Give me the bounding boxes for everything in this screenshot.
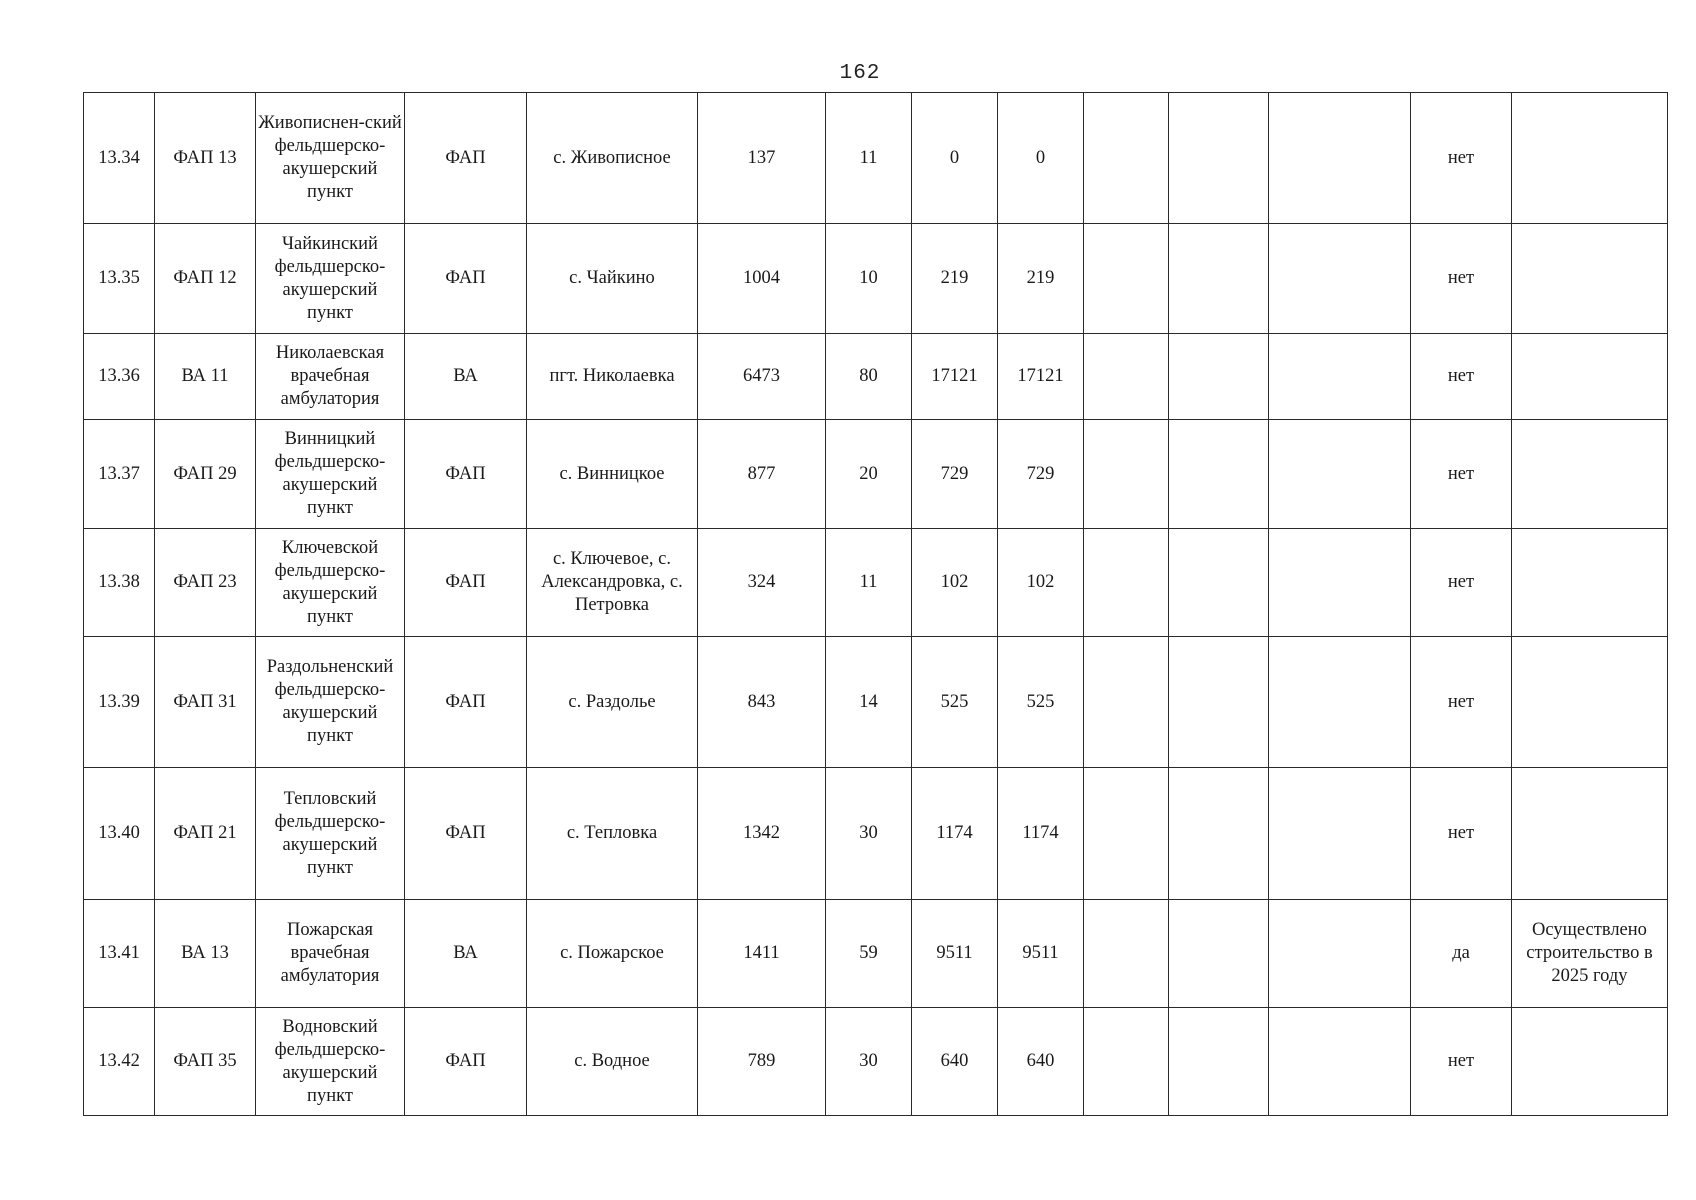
cell-value-2: 59 [826, 900, 912, 1008]
cell-note [1512, 334, 1668, 420]
cell-value-2: 30 [826, 768, 912, 900]
cell-value-3: 219 [912, 224, 998, 334]
cell-facility-name: Тепловский фельдшерско-акушерский пункт [256, 768, 405, 900]
cell-code: ФАП 21 [155, 768, 256, 900]
page-number: 162 [839, 62, 881, 85]
cell-value-2: 30 [826, 1008, 912, 1116]
cell-value-1: 137 [698, 93, 826, 224]
cell-flag: нет [1411, 637, 1512, 768]
cell-number: 13.34 [84, 93, 155, 224]
table-row [84, 1008, 1668, 1116]
table-row [84, 334, 1668, 420]
cell-value-6 [1169, 768, 1269, 900]
cell-value-7 [1269, 900, 1411, 1008]
cell-value-7 [1269, 768, 1411, 900]
cell-value-5 [1084, 637, 1169, 768]
cell-value-1: 789 [698, 1008, 826, 1116]
cell-code: ФАП 31 [155, 637, 256, 768]
cell-value-4: 0 [998, 93, 1084, 224]
table-row [84, 900, 1668, 1008]
cell-number: 13.37 [84, 420, 155, 529]
cell-flag: нет [1411, 529, 1512, 637]
cell-value-3: 0 [912, 93, 998, 224]
cell-facility-name: Раздольненский фельдшерско-акушерский пункт [256, 637, 405, 768]
cell-value-4: 640 [998, 1008, 1084, 1116]
cell-facility-type: ФАП [405, 768, 527, 900]
cell-facility-type: ВА [405, 900, 527, 1008]
cell-facility-name: Пожарская врачебная амбулатория [256, 900, 405, 1008]
cell-flag: да [1411, 900, 1512, 1008]
cell-code: ФАП 13 [155, 93, 256, 224]
cell-number: 13.41 [84, 900, 155, 1008]
cell-locality: с. Пожарское [527, 900, 698, 1008]
cell-value-6 [1169, 224, 1269, 334]
cell-flag: нет [1411, 1008, 1512, 1116]
cell-number: 13.35 [84, 224, 155, 334]
cell-note [1512, 224, 1668, 334]
cell-flag: нет [1411, 768, 1512, 900]
cell-value-7 [1269, 334, 1411, 420]
cell-facility-name: Винницкий фельдшерско-акушерский пункт [256, 420, 405, 529]
cell-value-2: 20 [826, 420, 912, 529]
cell-value-2: 80 [826, 334, 912, 420]
cell-code: ВА 13 [155, 900, 256, 1008]
cell-value-6 [1169, 900, 1269, 1008]
cell-facility-name: Чайкинский фельдшерско-акушерский пункт [256, 224, 405, 334]
cell-value-4: 17121 [998, 334, 1084, 420]
cell-value-3: 525 [912, 637, 998, 768]
cell-value-7 [1269, 93, 1411, 224]
cell-value-4: 219 [998, 224, 1084, 334]
cell-value-6 [1169, 420, 1269, 529]
cell-code: ФАП 35 [155, 1008, 256, 1116]
cell-facility-name: Ключевской фельдшерско-акушерский пункт [256, 529, 405, 637]
cell-value-3: 102 [912, 529, 998, 637]
cell-facility-type: ФАП [405, 529, 527, 637]
cell-facility-name: Живописнен-ский фельдшерско-акушерский пункт [256, 93, 405, 224]
cell-value-2: 10 [826, 224, 912, 334]
cell-value-7 [1269, 420, 1411, 529]
cell-value-3: 640 [912, 1008, 998, 1116]
cell-facility-type: ФАП [405, 420, 527, 529]
facilities-table [83, 92, 1668, 1116]
cell-code: ФАП 12 [155, 224, 256, 334]
table-row [84, 420, 1668, 529]
cell-value-4: 9511 [998, 900, 1084, 1008]
cell-value-7 [1269, 529, 1411, 637]
cell-note: Осуществлено строительство в 2025 году [1512, 900, 1668, 1008]
cell-flag: нет [1411, 93, 1512, 224]
cell-value-7 [1269, 637, 1411, 768]
cell-note [1512, 768, 1668, 900]
cell-value-6 [1169, 529, 1269, 637]
cell-facility-name: Водновский фельдшерско-акушерский пункт [256, 1008, 405, 1116]
cell-flag: нет [1411, 334, 1512, 420]
cell-value-5 [1084, 93, 1169, 224]
cell-value-3: 9511 [912, 900, 998, 1008]
cell-value-6 [1169, 334, 1269, 420]
cell-locality: с. Тепловка [527, 768, 698, 900]
cell-facility-name: Николаевская врачебная амбулатория [256, 334, 405, 420]
cell-value-1: 1004 [698, 224, 826, 334]
cell-locality: с. Чайкино [527, 224, 698, 334]
cell-note [1512, 529, 1668, 637]
cell-locality: пгт. Николаевка [527, 334, 698, 420]
cell-value-6 [1169, 637, 1269, 768]
cell-value-6 [1169, 93, 1269, 224]
cell-value-2: 11 [826, 93, 912, 224]
cell-facility-type: ФАП [405, 93, 527, 224]
table-body [84, 93, 1668, 1116]
cell-facility-type: ВА [405, 334, 527, 420]
cell-value-3: 729 [912, 420, 998, 529]
cell-value-1: 877 [698, 420, 826, 529]
table-row [84, 93, 1668, 224]
cell-code: ФАП 23 [155, 529, 256, 637]
table-row [84, 637, 1668, 768]
cell-locality: с. Раздолье [527, 637, 698, 768]
cell-note [1512, 93, 1668, 224]
cell-value-4: 525 [998, 637, 1084, 768]
cell-value-4: 729 [998, 420, 1084, 529]
cell-locality: с. Ключевое, с. Александровка, с. Петровка [527, 529, 698, 637]
cell-value-5 [1084, 224, 1169, 334]
cell-value-5 [1084, 1008, 1169, 1116]
cell-facility-type: ФАП [405, 637, 527, 768]
cell-value-1: 1342 [698, 768, 826, 900]
cell-value-7 [1269, 1008, 1411, 1116]
cell-value-3: 1174 [912, 768, 998, 900]
cell-value-5 [1084, 420, 1169, 529]
cell-value-3: 17121 [912, 334, 998, 420]
cell-facility-type: ФАП [405, 224, 527, 334]
cell-number: 13.39 [84, 637, 155, 768]
cell-locality: с. Живописное [527, 93, 698, 224]
cell-flag: нет [1411, 420, 1512, 529]
cell-value-2: 14 [826, 637, 912, 768]
cell-flag: нет [1411, 224, 1512, 334]
cell-number: 13.42 [84, 1008, 155, 1116]
cell-value-2: 11 [826, 529, 912, 637]
cell-locality: с. Винницкое [527, 420, 698, 529]
cell-code: ФАП 29 [155, 420, 256, 529]
cell-note [1512, 420, 1668, 529]
cell-note [1512, 1008, 1668, 1116]
cell-value-4: 102 [998, 529, 1084, 637]
cell-number: 13.40 [84, 768, 155, 900]
table-row [84, 529, 1668, 637]
cell-value-4: 1174 [998, 768, 1084, 900]
cell-value-1: 6473 [698, 334, 826, 420]
cell-value-6 [1169, 1008, 1269, 1116]
cell-value-5 [1084, 900, 1169, 1008]
cell-note [1512, 637, 1668, 768]
cell-code: ВА 11 [155, 334, 256, 420]
cell-value-1: 324 [698, 529, 826, 637]
cell-facility-type: ФАП [405, 1008, 527, 1116]
cell-value-5 [1084, 334, 1169, 420]
table-row [84, 224, 1668, 334]
cell-value-1: 843 [698, 637, 826, 768]
cell-value-1: 1411 [698, 900, 826, 1008]
cell-number: 13.36 [84, 334, 155, 420]
cell-locality: с. Водное [527, 1008, 698, 1116]
cell-value-5 [1084, 768, 1169, 900]
cell-value-7 [1269, 224, 1411, 334]
cell-value-5 [1084, 529, 1169, 637]
table-row [84, 768, 1668, 900]
cell-number: 13.38 [84, 529, 155, 637]
